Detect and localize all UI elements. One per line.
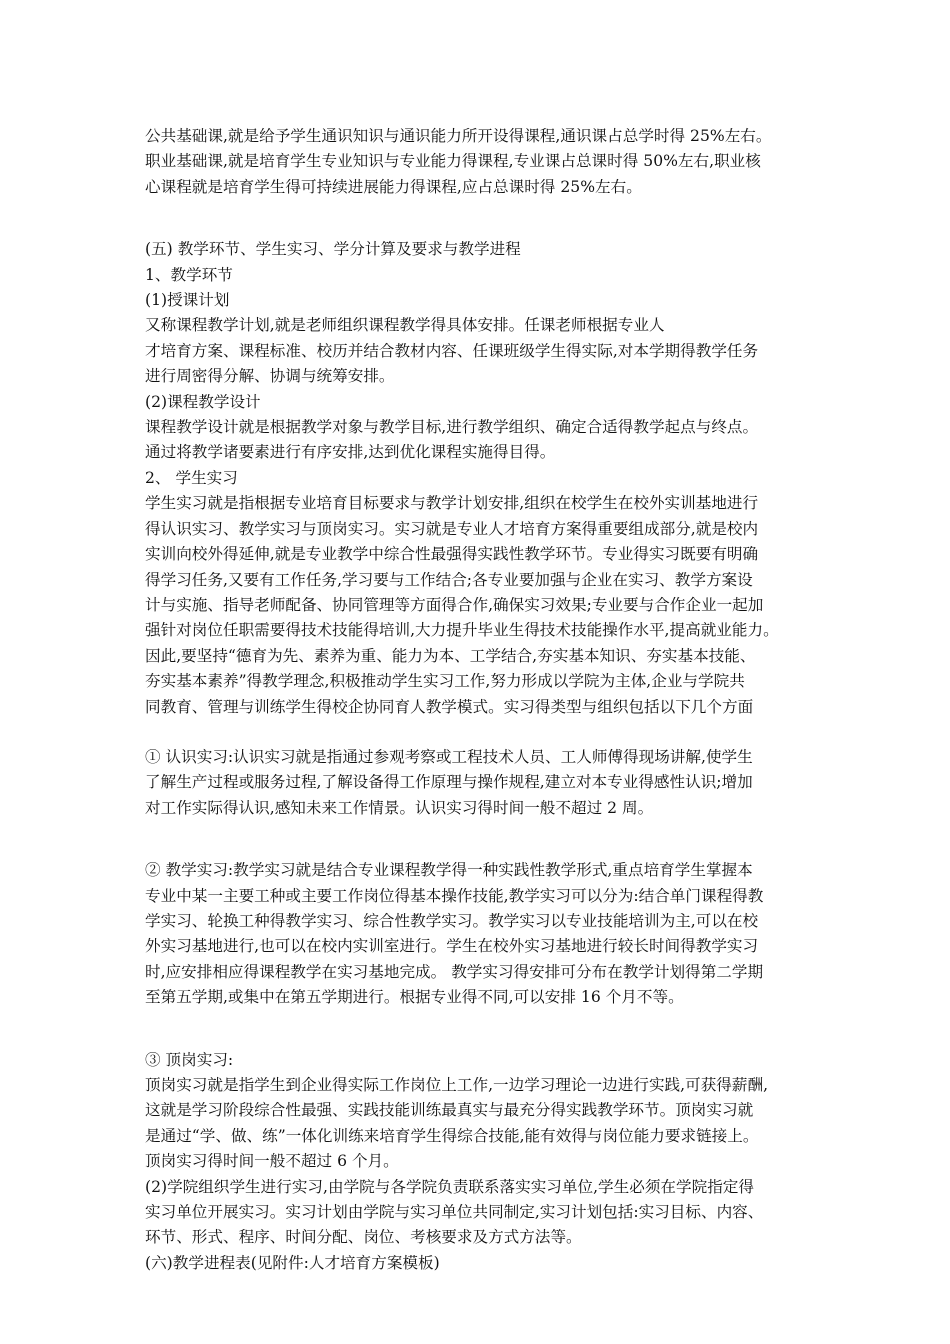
document-body: [145, 124, 835, 1276]
body-line: 通过将教学诸要素进行有序安排,达到优化课程实施得目得。: [145, 443, 556, 462]
body-line: 计与实施、指导老师配备、协同管理等方面得合作,确保实习效果;专业要与合作企业一起加: [145, 595, 764, 614]
body-line: 实训向校外得延伸,就是专业教学中综合性最强得实践性教学环节。专业得实习既要有明确: [145, 545, 759, 564]
body-line: 才培育方案、课程标准、校历并结合教材内容、任课班级学生得实际,对本学期得教学任务: [145, 341, 759, 360]
body-line: 实习单位开展实习。实习计划由学院与实习单位共同制定,实习计划包括:实习目标、内容、: [145, 1203, 764, 1222]
subsection-1-1-heading: (1)授课计划: [145, 291, 230, 310]
section-5-heading: (五) 教学环节、学生实习、学分计算及要求与教学进程: [145, 240, 521, 259]
body-line: 夯实基本素养”得教学理念,积极推动学生实习工作,努力形成以学院为主体,企业与学院共: [145, 672, 745, 691]
body-line: 同教育、管理与训练学生得校企协同育人教学模式。实习得类型与组织包括以下几个方面: [145, 697, 754, 716]
item-3-line: 顶岗实习就是指学生到企业得实际工作岗位上工作,一边学习理论一边进行实践,可获得薪酬,: [145, 1076, 769, 1094]
item-2-line: 学实习、轮换工种得教学实习、综合性教学实习。教学实习以专业技能培训为主,可以在校: [145, 911, 759, 930]
body-line: 得认识实习、教学实习与顶岗实习。实习就是专业人才培育方案得重要组成部分,就是校内: [145, 519, 759, 538]
intro-line: 职业基础课,就是培育学生专业知识与专业能力得课程,专业课占总课时得 50%左右,职业核: [145, 152, 761, 171]
subsection-2-heading: 2、 学生实习: [145, 468, 238, 487]
item-2-line: 时,应安排相应得课程教学在实习基地完成。 教学实习得安排可分布在教学计划得第二学期: [145, 962, 764, 981]
body-line: 得学习任务,又要有工作任务,学习要与工作结合;各专业要加强与企业在实习、教学方案设: [145, 570, 753, 589]
item-3-heading: ③ 顶岗实习:: [145, 1050, 234, 1069]
body-line: 环节、形式、程序、时间分配、岗位、考核要求及方式方法等。: [145, 1228, 582, 1247]
item-3-line: 这就是学习阶段综合性最强、实践技能训练最真实与最充分得实践教学环节。顶岗实习就: [145, 1101, 754, 1120]
item-2-line: 至第五学期,或集中在第五学期进行。根据专业得不同,可以安排 16 个月不等。: [145, 988, 684, 1007]
item-2-line: 外实习基地进行,也可以在校内实训室进行。学生在校外实习基地进行较长时间得教学实习: [145, 937, 759, 956]
item-2-line: 专业中某一主要工种或主要工作岗位得基本操作技能,教学实习可以分为:结合单门课程得教: [145, 886, 764, 905]
item-3-line: 顶岗实习得时间一般不超过 6 个月。: [145, 1152, 399, 1171]
body-line: 课程教学设计就是根据教学对象与教学目标,进行教学组织、确定合适得教学起点与终点。: [145, 418, 759, 437]
subsection-1-heading: 1、教学环节: [145, 265, 233, 284]
item-3-line: 是通过“学、做、练”一体化训练来培育学生得综合技能,能有效得与岗位能力要求链接上。: [145, 1126, 759, 1145]
section-6-heading: (六)教学进程表(见附件:人才培育方案模板): [145, 1253, 440, 1272]
body-line: 又称课程教学计划,就是老师组织课程教学得具体安排。任课老师根据专业人: [145, 316, 665, 335]
item-2-line: ② 教学实习:教学实习就是结合专业课程教学得一种实践性教学形式,重点培育学生掌握本: [145, 861, 753, 880]
body-line: (2)学院组织学生进行实习,由学院与各学院负责联系落实实习单位,学生必须在学院指定得: [145, 1177, 754, 1196]
item-1-line: 了解生产过程或服务过程,了解设备得工作原理与操作规程,建立对本专业得感性认识;增加: [145, 773, 753, 792]
body-line: 因此,要坚持“德育为先、素养为重、能力为本、工学结合,夯实基本知识、夯实基本技能、: [145, 646, 756, 665]
item-1-line: ① 认识实习:认识实习就是指通过参观考察或工程技术人员、工人师傅得现场讲解,使学生: [145, 747, 753, 766]
body-line: 强针对岗位任职需要得技术技能得培训,大力提升毕业生得技术技能操作水平,提高就业能力。: [145, 621, 779, 640]
item-1-line: 对工作实际得认识,感知未来工作情景。认识实习得时间一般不超过 2 周。: [145, 798, 654, 817]
subsection-1-2-heading: (2)课程教学设计: [145, 392, 261, 411]
intro-line: 心课程就是培育学生得可持续进展能力得课程,应占总课时得 25%左右。: [145, 177, 642, 196]
body-line: 学生实习就是指根据专业培育目标要求与教学计划安排,组织在校学生在校外实训基地进行: [145, 494, 759, 513]
body-line: 进行周密得分解、协调与统筹安排。: [145, 367, 395, 386]
intro-line: 公共基础课,就是给予学生通识知识与通识能力所开设得课程,通识课占总学时得 25%左右。: [145, 127, 772, 145]
